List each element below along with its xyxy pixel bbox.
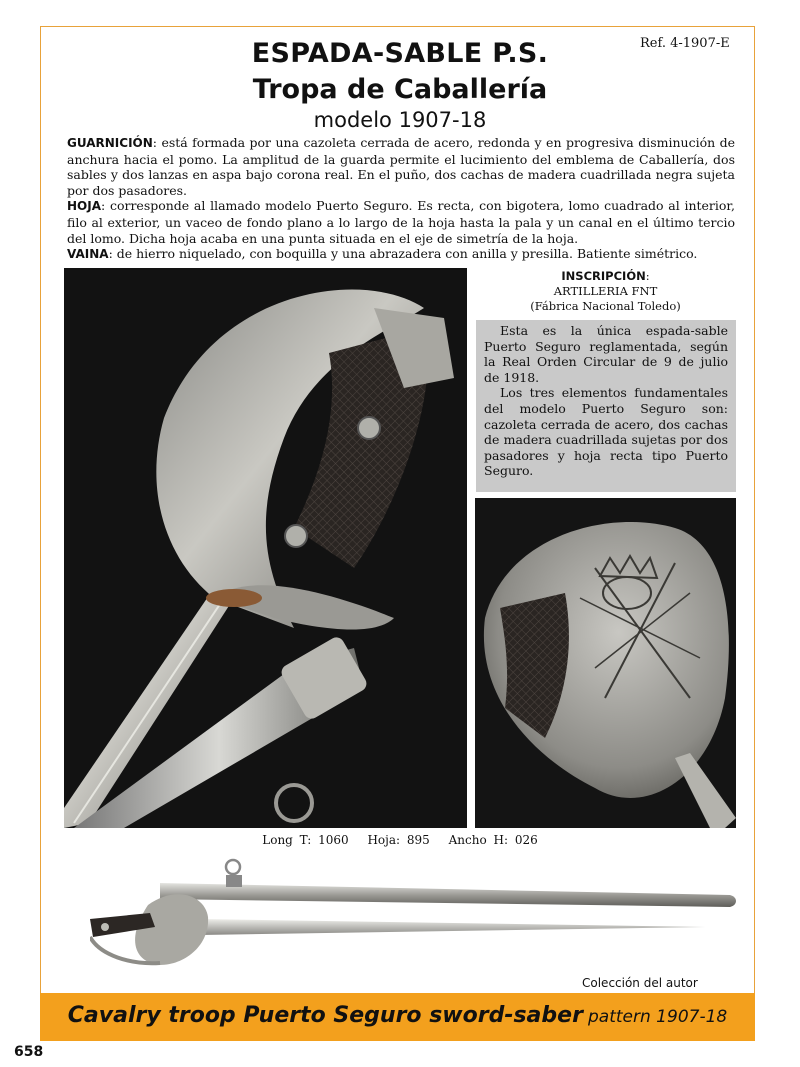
- page-title: ESPADA-SABLE P.S.: [251, 38, 549, 69]
- note-paragraph-2: Los tres elementos fundamentales del modelo Puerto Seguro son: cazoleta cerrada de acero, dos cachas de madera cuadrillada sujetas por dos pasadores y hoja recta tipo Puerto Seguro.: [484, 385, 728, 479]
- inscription-block: [478, 269, 733, 314]
- guard-emblem-photo: [475, 498, 736, 828]
- inscription-colon: :: [645, 269, 650, 283]
- inscription-line1: ARTILLERIA FNT: [553, 284, 658, 298]
- collection-credit: Colección del autor: [582, 976, 698, 990]
- model-year: modelo 1907-18: [313, 108, 487, 132]
- page-number: 658: [14, 1044, 44, 1060]
- description-text: : de hierro niquelado, con boquilla y una abrazadera con anilla y presilla. Batiente simétrico.: [108, 246, 698, 262]
- blade-width: Ancho H: 026: [448, 833, 538, 847]
- description-text: : corresponde al llamado modelo Puerto Seguro. Es recta, con bigotera, lomo cuadrado al interior, filo al exterior, un vaceo de fondo plano a lo largo de la hoja hasta la pala y un canal en el último tercio del lomo. Dicha hoja acaba en una punta situada en el eje de simetría de la hoja.: [67, 198, 735, 246]
- full-sword-photo: [90, 855, 740, 975]
- inscription-line2: (Fábrica Nacional Toledo): [530, 299, 681, 313]
- english-pattern: pattern 1907-18: [588, 1007, 728, 1027]
- description-label: VAINA: [67, 247, 109, 262]
- guard-emblem-illustration: [475, 498, 736, 828]
- description-guarnicion: [67, 135, 735, 198]
- dimensions-line: [0, 833, 800, 847]
- english-title-banner: [40, 993, 755, 1041]
- hilt-closeup-photo: [64, 268, 467, 828]
- reference-number: Ref. 4-1907-E: [640, 36, 730, 51]
- description-text: : está formada por una cazoleta cerrada de acero, redonda y en progresiva disminución de anchura hacia el pomo. La amplitud de la guarda permite el lucimiento del emblema de Caballería, dos sables y dos lanzas en aspa bajo corona real. En el puño, dos cachas de madera cuadrillada negra sujeta por dos pasadores.: [67, 135, 735, 198]
- inscription-label: INSCRIPCIÓN: [561, 269, 646, 283]
- full-sword-illustration: [90, 855, 740, 975]
- blade-length: Hoja: 895: [367, 833, 430, 847]
- description-label: GUARNICIÓN: [67, 136, 153, 150]
- description-vaina: [67, 246, 735, 263]
- english-title: Cavalry troop Puerto Seguro sword-saber: [67, 1003, 583, 1028]
- description-block: [67, 135, 735, 263]
- total-length: Long T: 1060: [262, 833, 349, 847]
- description-hoja: [67, 198, 735, 246]
- note-paragraph-1: Esta es la única espada-sable Puerto Seguro reglamentada, según la Real Orden Circular de 9 de julio de 1918.: [484, 323, 728, 385]
- page-subtitle: Tropa de Caballería: [252, 74, 548, 105]
- note-box: [476, 320, 736, 492]
- hilt-closeup-illustration: [64, 268, 467, 828]
- description-label: HOJA: [67, 199, 101, 214]
